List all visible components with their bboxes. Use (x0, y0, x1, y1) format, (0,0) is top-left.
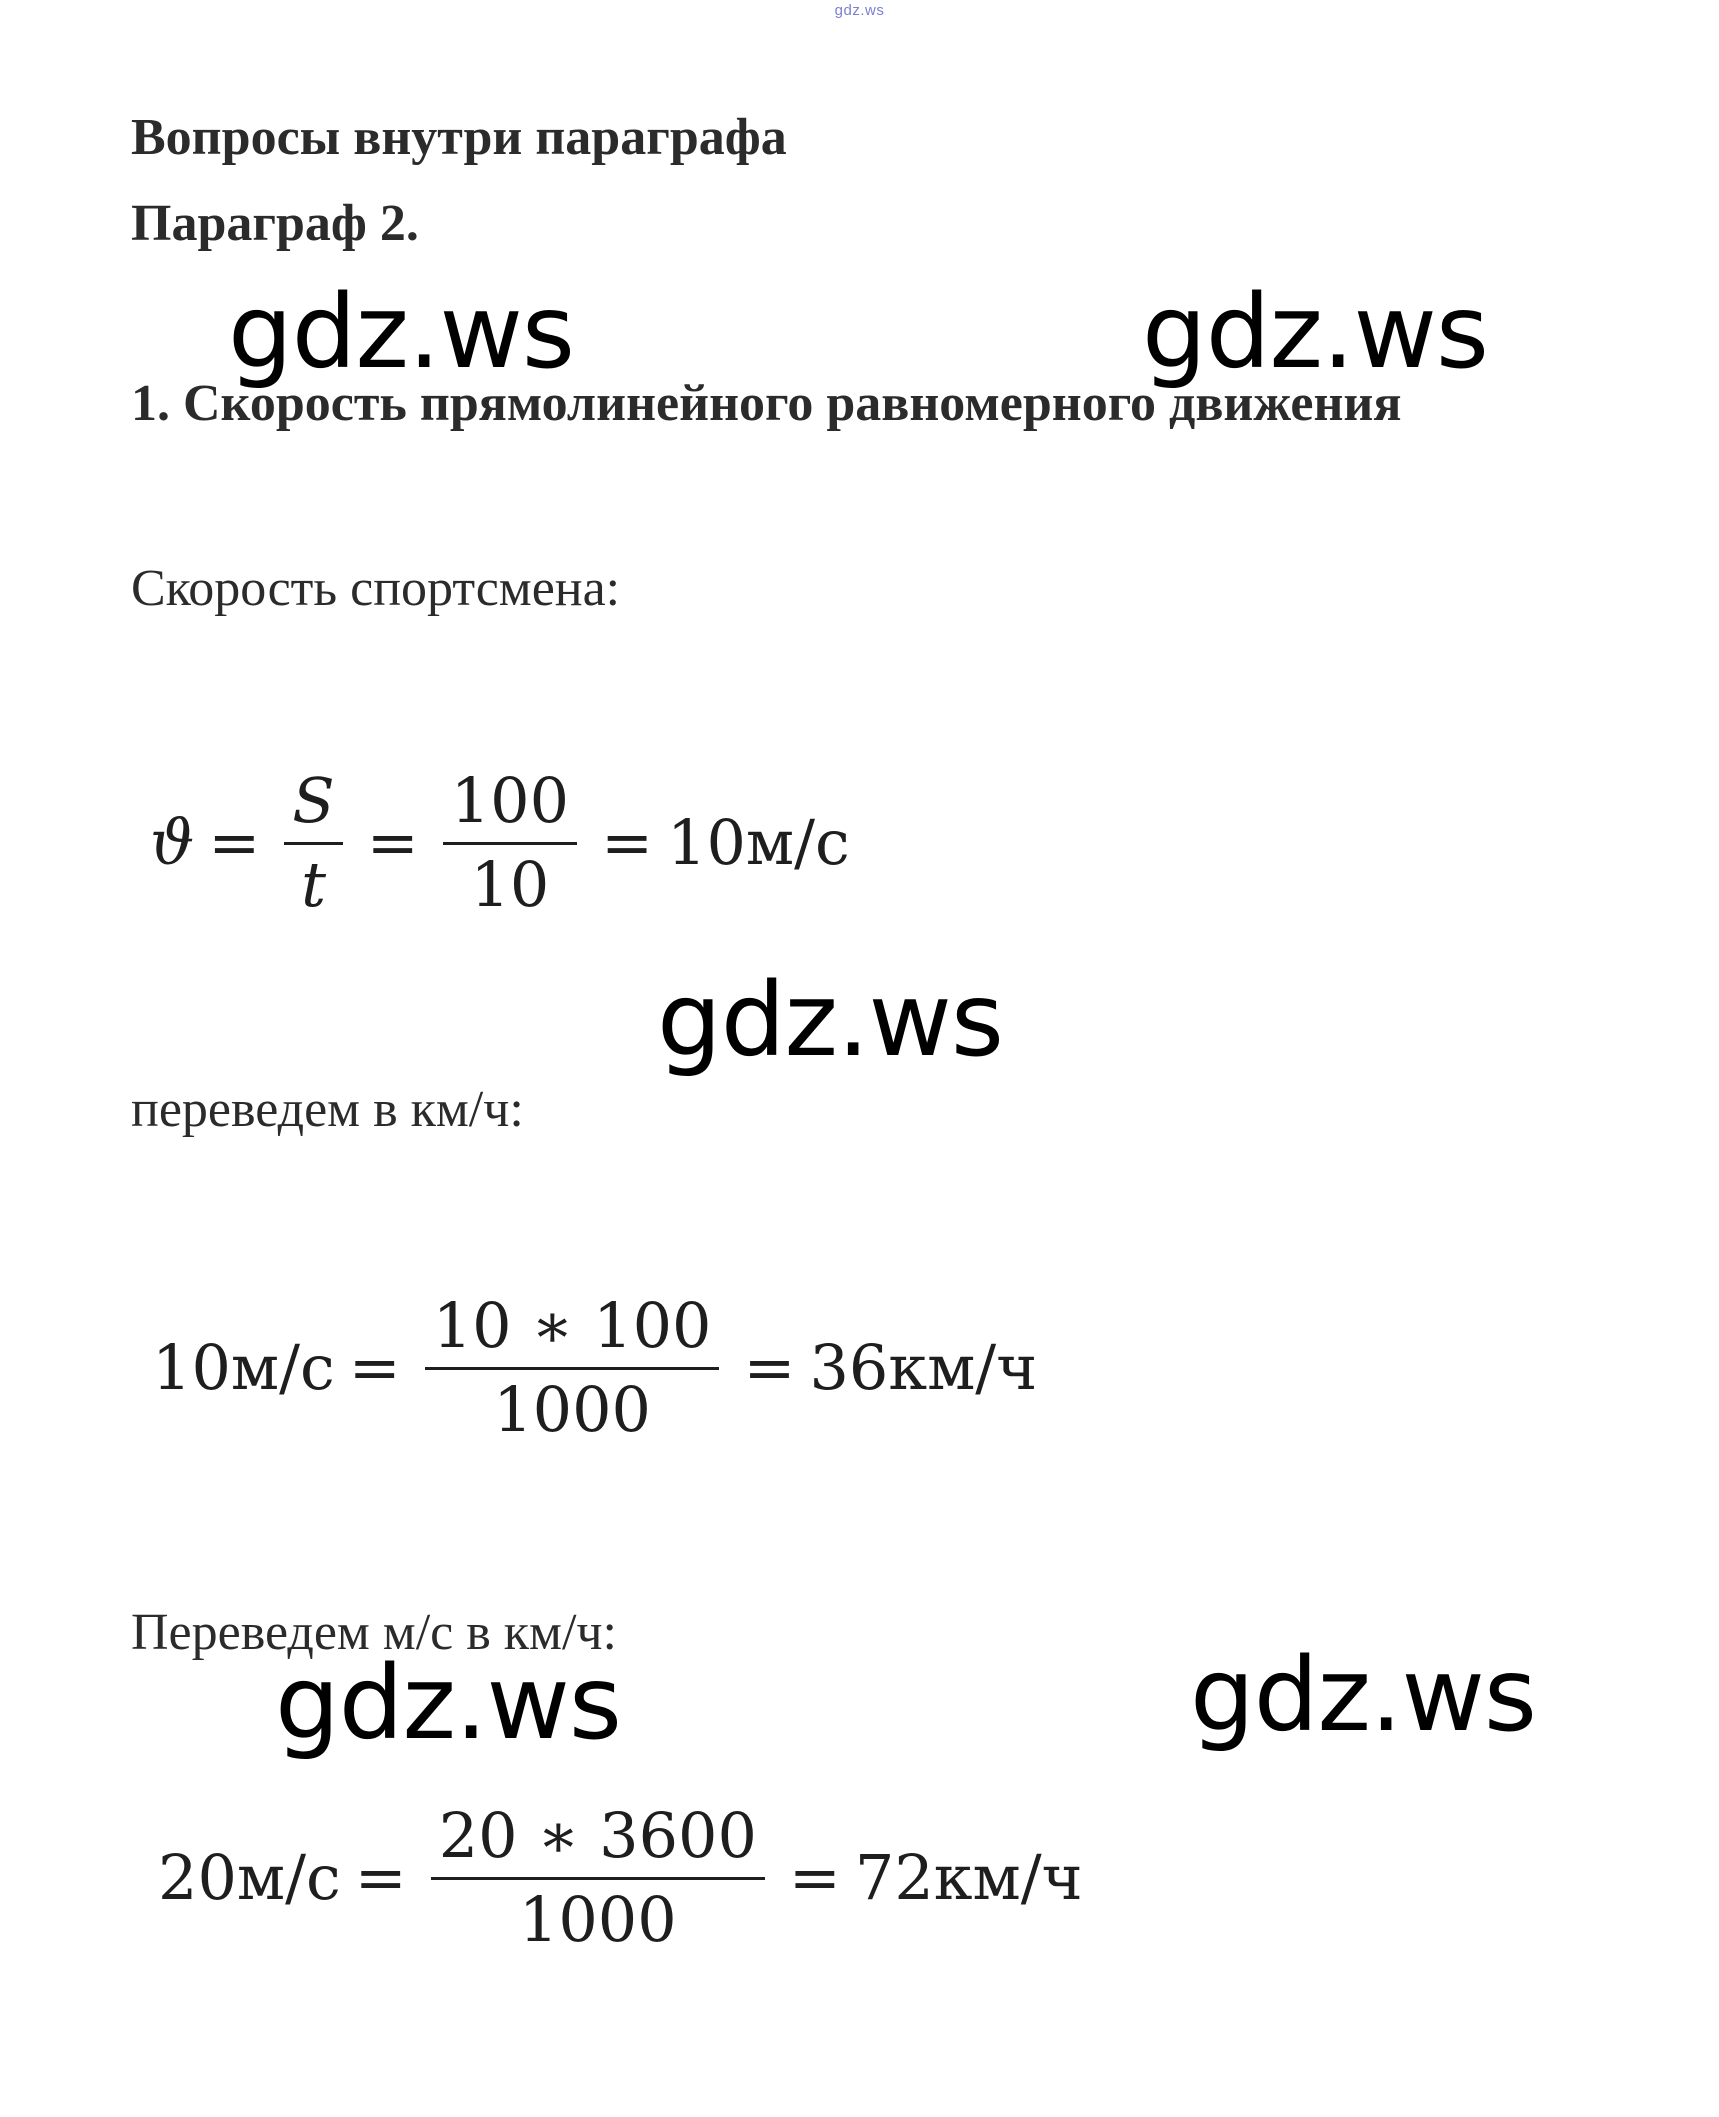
watermark: gdz.ws (1142, 273, 1489, 392)
site-mark: gdz.ws (834, 2, 885, 19)
equals-sign: = (743, 1331, 796, 1405)
fraction (425, 1290, 720, 1446)
equals-sign: = (208, 806, 261, 880)
paragraph-heading: Параграф 2. (131, 195, 419, 252)
fraction-numerator: S (292, 764, 335, 837)
conversion-formula-1 (152, 1290, 1037, 1446)
conversion-formula-2 (158, 1800, 1083, 1956)
fraction (284, 765, 342, 921)
watermark: gdz.ws (275, 1644, 622, 1763)
fraction-bar (431, 1877, 765, 1880)
formula-result: 72км/ч (854, 1841, 1083, 1915)
athlete-speed-text: Скорость спортсмена: (131, 560, 621, 617)
fraction-denominator: 10 (470, 848, 550, 922)
fraction-bar (284, 842, 342, 845)
watermark: gdz.ws (657, 961, 1004, 1080)
formula-lhs: 10м/с (152, 1331, 335, 1405)
fraction-bar (443, 842, 577, 845)
fraction (431, 1800, 765, 1956)
equals-sign: = (788, 1841, 841, 1915)
equals-sign: = (354, 1841, 407, 1915)
speed-formula (150, 765, 850, 921)
formula-symbol: ϑ (150, 806, 195, 880)
fraction-numerator: 20 ∗ 3600 (438, 1799, 757, 1872)
convert-kmh-text: переведем в км/ч: (131, 1081, 524, 1138)
equals-sign: = (366, 806, 419, 880)
question-heading: 1. Скорость прямолинейного равномерного движения (131, 375, 1402, 432)
fraction (443, 765, 577, 921)
fraction-numerator: 10 ∗ 100 (432, 1289, 712, 1362)
equals-sign: = (348, 1331, 401, 1405)
formula-lhs: 20м/с (158, 1841, 341, 1915)
fraction-denominator: 1000 (493, 1373, 651, 1447)
watermark: gdz.ws (1190, 1636, 1537, 1755)
formula-result: 36км/ч (809, 1331, 1038, 1405)
formula-result: 10м/с (667, 806, 850, 880)
equals-sign: = (601, 806, 654, 880)
fraction-bar (425, 1367, 720, 1370)
convert-ms-kmh-text: Переведем м/с в км/ч: (131, 1604, 618, 1661)
section-heading: Вопросы внутри параграфа (131, 109, 787, 166)
fraction-denominator: t (301, 848, 326, 922)
fraction-denominator: 1000 (518, 1883, 677, 1957)
fraction-numerator: 100 (450, 764, 570, 837)
watermark: gdz.ws (228, 273, 575, 392)
